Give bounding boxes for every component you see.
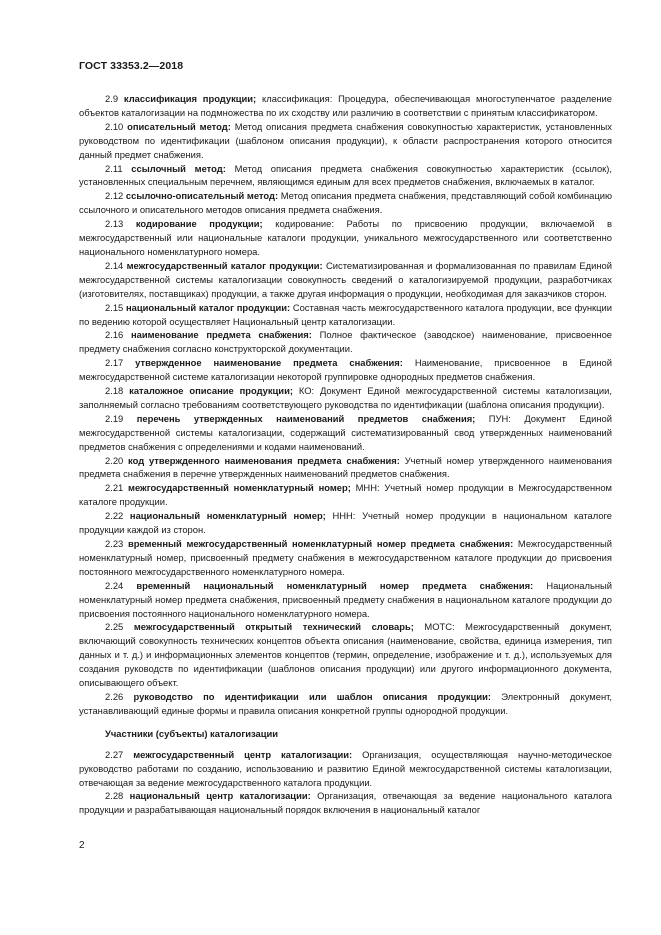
entry-term: руководство по идентификации или шаблон описания продукции: bbox=[133, 690, 491, 702]
definition-entry bbox=[79, 748, 612, 790]
entry-number: 2.15 bbox=[105, 301, 124, 313]
entry-number: 2.11 bbox=[105, 162, 123, 174]
entry-definition: Учетный номер утвержденного наименования предмета снабжения в перечне утвержденных наименований предметов снабжения. bbox=[79, 454, 612, 480]
definition-entry bbox=[79, 92, 612, 120]
entry-definition: ННН: Учетный номер продукции в национальном каталоге продукции каждой из сторон. bbox=[79, 510, 612, 536]
entry-number: 2.27 bbox=[105, 748, 124, 760]
entry-definition: классификация: Процедура, обеспечивающая многоступенчатое разделение объектов каталогизации на подмножества по их сходству или различию в соответствии с принятым классификатором. bbox=[79, 93, 612, 118]
entry-number: 2.21 bbox=[105, 482, 124, 494]
entry-term: межгосударственный номенклатурный номер; bbox=[128, 482, 351, 494]
entry-number: 2.13 bbox=[105, 218, 124, 230]
entry-number: 2.26 bbox=[105, 690, 124, 702]
entry-term: межгосударственный центр каталогизации: bbox=[133, 748, 353, 760]
definition-entry bbox=[79, 481, 612, 509]
entry-definition: Организация, отвечающая за ведение национального каталога продукции и разрабатывающая национальный порядок включения в национальный каталог bbox=[79, 790, 612, 816]
entry-term: межгосударственный открытый технический словарь; bbox=[133, 621, 414, 633]
definition-entry bbox=[79, 454, 612, 482]
entry-number: 2.28 bbox=[105, 790, 124, 802]
entry-term: ссылочный метод: bbox=[131, 162, 226, 174]
entry-definition: МОТС: Межгосударственный документ, включающий совокупность технических концептов объекта описания (наименование, свойства, единица измерения, тип данных и т. д.) и информационных элементов концептов (термин, определение, изображение и т. д.), используемых для создания руководств по идентификации (шаблонов описания продукции) или другого информационного документа, описывающего объект. bbox=[79, 621, 612, 689]
entry-definition: Организация, осуществляющая научно-методическое руководство работами по созданию, использованию и развитию Единой межгосударственной системы каталогизации, отвечающая за ведение межгосударственного каталога продукции. bbox=[79, 748, 613, 788]
entry-term: утвержденное наименование предмета снабжения: bbox=[135, 357, 403, 369]
entry-term: ссылочно-описательный метод: bbox=[125, 190, 279, 202]
entry-term: каталожное описание продукции; bbox=[129, 385, 293, 397]
entry-definition: Составная часть межгосударственного каталога продукции, все функции по ведению которой осуществляет Национальный центр каталогизации. bbox=[79, 301, 613, 327]
entry-term: код утвержденного наименования предмета снабжения: bbox=[128, 454, 400, 466]
entry-definition: КО: Документ Единой межгосударственной системы каталогизации, заполняемый согласно требованиям соответствующего руководства по идентификации (шаблона описания продукции). bbox=[79, 385, 613, 410]
entry-number: 2.18 bbox=[105, 385, 124, 397]
entry-definition: Метод описания предмета снабжения совокупностью характеристик, установленных руководством по идентификации (шаблоном описания продукции), к области распространения которого относится данный предмет снабжения. bbox=[79, 120, 612, 160]
definition-entry bbox=[79, 301, 612, 329]
entry-term: межгосударственный каталог продукции: bbox=[126, 259, 323, 271]
entry-number: 2.16 bbox=[105, 329, 124, 341]
entry-number: 2.22 bbox=[105, 510, 124, 522]
definition-entry bbox=[79, 217, 612, 259]
definition-entry bbox=[79, 579, 612, 621]
entry-term: временный межгосударственный номенклатурный номер предмета снабжения: bbox=[127, 538, 514, 549]
definition-entry bbox=[79, 789, 612, 817]
entry-definition: Национальный номенклатурный номер предмета снабжения, присвоенный предмету снабжения в национальном каталоге продукции до присвоения постоянного национального номенклатурного номера. bbox=[79, 579, 613, 619]
entry-definition: Метод описания предмета снабжения, представляющий собой комбинацию ссылочного и описательного методов описания предмета снабжения. bbox=[79, 190, 612, 216]
section-heading: Участники (субъекты) каталогизации bbox=[105, 727, 279, 739]
entry-number: 2.14 bbox=[105, 259, 124, 271]
entry-definition: ПУН: Документ Единой межгосударственной системы каталогизации, содержащий систематизированный свод утвержденных наименований предметов снабжения с определениями и кодами наименований. bbox=[79, 412, 612, 452]
document-body bbox=[79, 92, 612, 817]
definitions-list-participants bbox=[79, 748, 612, 818]
definition-entry bbox=[79, 328, 612, 356]
definition-entry bbox=[79, 537, 612, 579]
entry-definition: Межгосударственный номенклатурный номер, присвоенный предмету снабжения в межгосударственном каталоге продукции до присвоения постоянного межгосударственного номенклатурного номера. bbox=[79, 538, 612, 577]
entry-term: национальный каталог продукции: bbox=[125, 301, 291, 313]
definition-entry bbox=[79, 412, 612, 454]
page-number: 2 bbox=[79, 840, 85, 851]
entry-term: национальный номенклатурный номер; bbox=[129, 510, 326, 522]
entry-definition: Наименование, присвоенное в Единой межгосударственной системе каталогизации некоторой группировке однородных предметов снабжения. bbox=[79, 357, 612, 383]
document-header: ГОСТ 33353.2—2018 bbox=[79, 60, 184, 72]
entry-term: описательный метод: bbox=[127, 120, 231, 132]
definitions-list bbox=[79, 92, 612, 718]
definition-entry bbox=[79, 509, 612, 537]
entry-term: классификация продукции; bbox=[123, 93, 257, 104]
entry-term: перечень утвержденных наименований предметов снабжения; bbox=[136, 412, 476, 424]
entry-term: национальный центр каталогизации: bbox=[129, 790, 311, 802]
entry-number: 2.20 bbox=[105, 454, 124, 466]
entry-number: 2.24 bbox=[105, 579, 124, 591]
definition-entry bbox=[79, 120, 612, 162]
definition-entry bbox=[79, 162, 612, 190]
definition-entry bbox=[79, 384, 612, 412]
entry-term: временный национальный номенклатурный номер предмета снабжения: bbox=[136, 579, 534, 591]
entry-definition: Метод описания предмета снабжения совокупностью характеристик (ссылок), установленных специальным перечнем, являющимся единым для всех предметов снабжения, включаемых в каталог. bbox=[79, 162, 612, 188]
entry-number: 2.25 bbox=[105, 621, 124, 633]
definition-entry bbox=[79, 356, 612, 384]
entry-definition: МНН: Учетный номер продукции в Межгосударственном каталоге продукции. bbox=[79, 482, 612, 508]
entry-term: кодирование продукции; bbox=[135, 218, 263, 230]
entry-number: 2.9 bbox=[105, 93, 119, 104]
entry-number: 2.23 bbox=[105, 538, 124, 549]
entry-definition: кодирование: Работы по присвоению продукции, включаемой в межгосударственный или национальные каталоги продукции, уникального межгосударственного или соответственно национального номенклатурного номера. bbox=[79, 218, 613, 257]
entry-number: 2.10 bbox=[105, 120, 124, 132]
entry-number: 2.19 bbox=[105, 412, 124, 424]
definition-entry bbox=[79, 620, 612, 690]
definition-entry bbox=[79, 690, 612, 718]
definition-entry bbox=[79, 259, 612, 301]
definition-entry bbox=[79, 189, 612, 217]
entry-number: 2.12 bbox=[105, 190, 124, 202]
entry-definition: Электронный документ, устанавливающий единые формы и правила описания конкретной группы однородной продукции. bbox=[79, 690, 612, 716]
entry-number: 2.17 bbox=[105, 357, 124, 369]
entry-definition: Полное фактическое (заводское) наименование, присвоенное предмету снабжения согласно конструкторской документации. bbox=[79, 329, 613, 355]
entry-term: наименование предмета снабжения: bbox=[130, 329, 312, 341]
entry-definition: Систематизированная и формализованная по правилам Единой межгосударственной системы каталогизации совокупность сведений о каталогизируемой продукции, разработчиках (изготовителях, поставщиках) продукции, а также другая информация о продукции, необходимая для заказчиков сторон. bbox=[79, 259, 613, 299]
